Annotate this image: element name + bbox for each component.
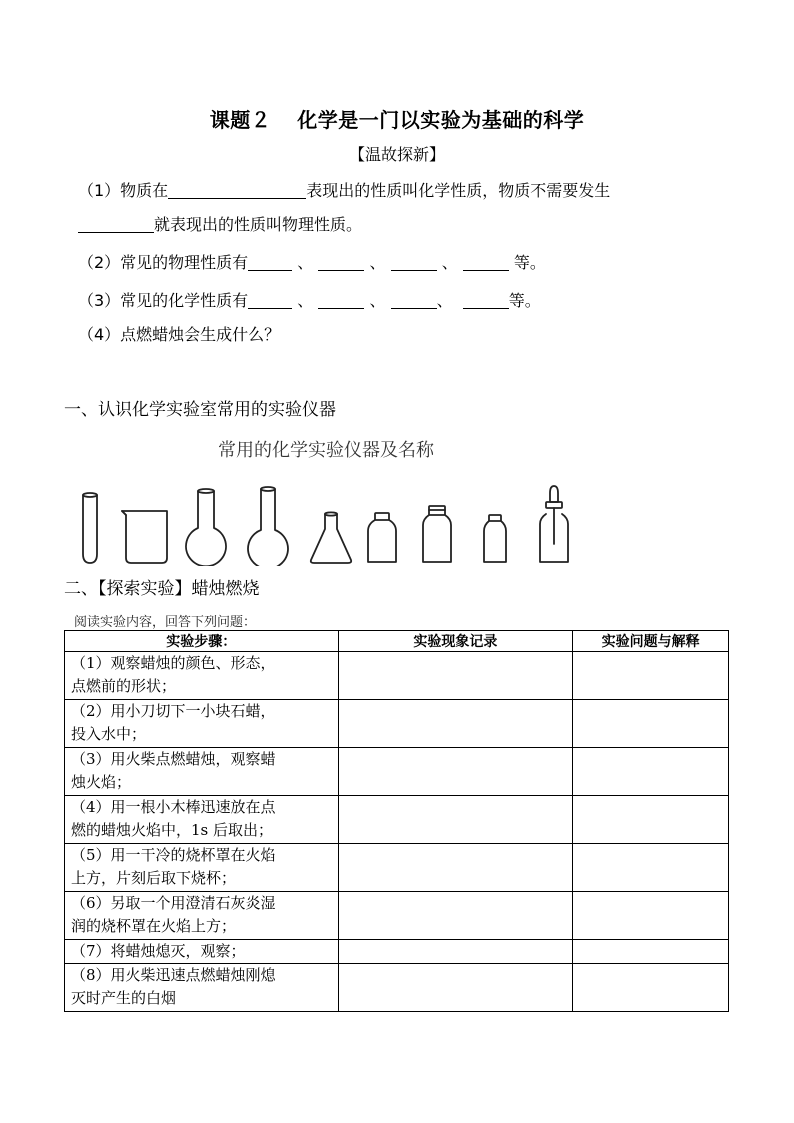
separator: 、: [436, 291, 453, 310]
separator: 、: [297, 291, 314, 310]
explanation-cell[interactable]: [573, 892, 729, 940]
observation-cell[interactable]: [338, 748, 573, 796]
wide-mouth-bottle-icon: [368, 513, 396, 562]
explanation-cell[interactable]: [573, 796, 729, 844]
observation-cell[interactable]: [338, 652, 573, 700]
step-cell: [65, 964, 339, 1012]
q2-blank-3[interactable]: [391, 254, 437, 271]
step-text: （8）用火柴迅速点燃蜡烛刚熄: [71, 966, 276, 984]
step-text: 燃的蜡烛火焰中，1s 后取出；: [71, 821, 274, 839]
step-text: （5）用一干冷的烧杯罩在火焰: [71, 846, 276, 864]
q3-end: 等。: [508, 291, 541, 310]
lesson-title: 化学是一门以实验为基础的科学: [297, 108, 585, 132]
section-1-heading: 一、认识化学实验室常用的实验仪器: [64, 400, 336, 420]
explanation-cell[interactable]: [573, 964, 729, 1012]
explanation-cell[interactable]: [573, 700, 729, 748]
round-bottom-flask-icon: [248, 487, 288, 566]
q1-blank-1[interactable]: [168, 182, 306, 199]
observation-cell[interactable]: [338, 964, 573, 1012]
separator: 、: [297, 253, 314, 272]
experiment-table: [64, 630, 729, 1012]
q2-prefix: （2）常见的物理性质有: [78, 253, 249, 272]
q3-blank-1[interactable]: [248, 292, 292, 309]
header-observations: 实验现象记录: [338, 631, 573, 652]
step-text: 投入水中；: [71, 725, 147, 743]
question-2: [78, 250, 546, 273]
question-4: （4）点燃蜡烛会生成什么？: [78, 325, 281, 344]
gas-collecting-bottle-icon: [423, 506, 451, 562]
lesson-number: 课题２: [209, 108, 272, 132]
observation-cell[interactable]: [338, 844, 573, 892]
q1-prefix: （1）物质在: [78, 181, 169, 200]
table-row: [65, 700, 729, 748]
beaker-icon: [122, 511, 167, 563]
explanation-cell[interactable]: [573, 844, 729, 892]
step-text: （7）将蜡烛熄灭，观察；: [71, 942, 246, 960]
step-cell: [65, 700, 339, 748]
q3-blank-3[interactable]: [391, 292, 437, 309]
separator: 、: [369, 253, 386, 272]
step-text: 润的烧杯罩在火焰上方；: [71, 917, 237, 935]
step-text: （1）观察蜡烛的颜色、形态，: [71, 654, 276, 672]
q1-mid: 表现出的性质叫化学性质，物质不需要发生: [306, 181, 611, 200]
step-cell: [65, 940, 339, 964]
narrow-mouth-bottle-icon: [484, 515, 506, 562]
page-title: [0, 104, 794, 133]
observation-cell[interactable]: [338, 940, 573, 964]
observation-cell[interactable]: [338, 700, 573, 748]
q3-blank-2[interactable]: [318, 292, 364, 309]
q3-blank-4[interactable]: [463, 292, 509, 309]
question-1-line-2: [78, 212, 362, 235]
q1-blank-2[interactable]: [78, 216, 154, 233]
apparatus-caption: 常用的化学实验仪器及名称: [218, 440, 434, 461]
step-text: （3）用火柴点燃蜡烛，观察蜡: [71, 750, 276, 768]
table-instruction: 阅读实验内容，回答下列问题：: [74, 615, 257, 630]
step-cell: [65, 892, 339, 940]
explanation-cell[interactable]: [573, 748, 729, 796]
florence-flask-icon: [186, 489, 226, 566]
table-row: [65, 940, 729, 964]
step-text: 灭时产生的白烟: [71, 989, 177, 1007]
q3-prefix: （3）常见的化学性质有: [78, 291, 249, 310]
step-text: （2）用小刀切下一小块石蜡，: [71, 702, 276, 720]
step-cell: [65, 844, 339, 892]
separator: 、: [369, 291, 386, 310]
q2-blank-1[interactable]: [248, 254, 292, 271]
question-1-line-1: [78, 178, 610, 201]
question-3: [78, 288, 541, 311]
test-tube-icon: [83, 493, 97, 563]
q1-suffix: 就表现出的性质叫物理性质。: [154, 215, 363, 234]
q2-blank-4[interactable]: [463, 254, 509, 271]
section-tag: 【温故探新】: [348, 145, 445, 164]
step-text: 点燃前的形状；: [71, 677, 177, 695]
step-text: （4）用一根小木棒迅速放在点: [71, 798, 276, 816]
table-row: [65, 652, 729, 700]
dropper-bottle-icon: [540, 486, 568, 562]
apparatus-illustration: [70, 484, 590, 566]
observation-cell[interactable]: [338, 892, 573, 940]
conical-flask-icon: [311, 512, 351, 563]
header-steps: 实验步骤：: [65, 631, 339, 652]
q2-blank-2[interactable]: [318, 254, 364, 271]
step-cell: [65, 652, 339, 700]
step-cell: [65, 796, 339, 844]
step-text: 烛火焰；: [71, 773, 132, 791]
table-header-row: [65, 631, 729, 652]
table-row: [65, 844, 729, 892]
explanation-cell[interactable]: [573, 940, 729, 964]
step-text: 上方，片刻后取下烧杯；: [71, 869, 237, 887]
table-row: [65, 796, 729, 844]
table-row: [65, 964, 729, 1012]
table-row: [65, 748, 729, 796]
separator: 、: [441, 253, 458, 272]
table-row: [65, 892, 729, 940]
step-text: （6）另取一个用澄清石灰炎湿: [71, 894, 276, 912]
q2-end: 等。: [513, 253, 546, 272]
header-explanations: 实验问题与解释: [573, 631, 729, 652]
explanation-cell[interactable]: [573, 652, 729, 700]
section-2-heading: 二、【探索实验】蜡烛燃烧: [64, 579, 260, 599]
observation-cell[interactable]: [338, 796, 573, 844]
step-cell: [65, 748, 339, 796]
